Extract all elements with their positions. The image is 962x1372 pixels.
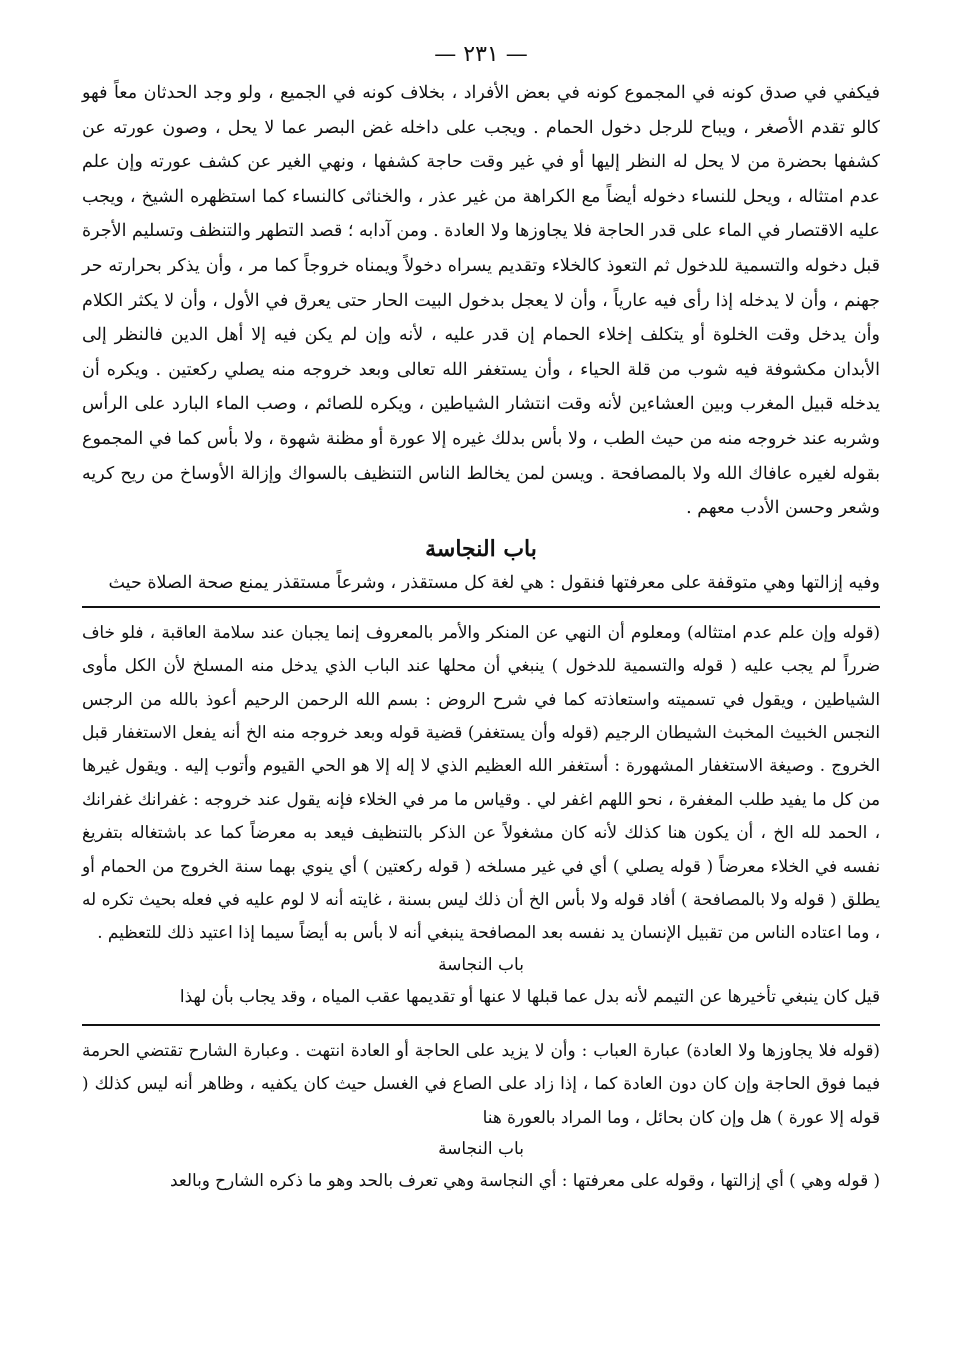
page-number: — ٢٣١ — <box>434 42 528 67</box>
footnote-divider-2 <box>82 1024 880 1026</box>
footnote-paragraph: (قوله وإن علم عدم امتثاله) ومعلوم أن النهي عن المنكر والأمر بالمعروف إنما يجبان عند سلامة العاقبة ، فلو خاف ضرراً لم يجب عليه ( قوله والتسمية للدخول ) ينبغي أن محلها عند الباب الذي يدخل منه المسلخ لأن الكل مأوى الشياطين ، ويقول في تسميته واستعاذته كما في شرح الروض : بسم الله الرحمن الرحيم أعوذ بالله من الرجس النجس الخبيث المخبث الشيطان الرجيم (قوله وأن يستغفر) قضية قوله وبعد خروجه منه الخ أنه يفعل الاستغفار قبل الخروج . وصيغة الاستغفار المشهورة : أستغفر الله العظيم الذي لا إله إلا هو الحي القيوم وأتوب إليه . ويقول غيرها من كل ما يفيد طلب المغفرة ، نحو اللهم اغفر لي . وقياس ما مر في الخلاء فإنه يقول عند خروجه : غفرانك غفرانك ، الحمد لله الخ ، أن يكون هنا كذلك لأنه كان مشغولاً عن الذكر بالتنظيف فيعد به معرضاً كما عد باشتغاله بتفريغ نفسه في الخلاء معرضاً ( قوله يصلي ) أي في غير مسلخه ( قوله ركعتين ) أي ينوي بهما سنة الخروج من الحمام أو يطلق ( قوله ولا بالمصافحة ) أفاد قوله ولا بأس الخ أن ذلك ليس بسنة ، غايته أنه لا لوم عليه في فعله بحيث تكره له ، وما اعتاده الناس من تقبيل الإنسان يد نفسه بعد المصافحة ينبغي أنه لا بأس به أيضاً سيما إذا اعتيد ذلك للتعظيم . <box>82 621 880 943</box>
footnote-divider <box>82 606 880 608</box>
main-text <box>82 76 880 526</box>
footnote-chapter-title-2: باب النجاسة <box>438 1139 524 1159</box>
chapter-title: باب النجاسة <box>425 535 537 562</box>
footnote-chapter-title: باب النجاسة <box>438 954 524 975</box>
footnote-chapter-intro: قيل كان ينبغي تأخيرها عن التيمم لأنه بدل عما قبلها لا عنها أو تقديمها عقب المياه ، وقد يجاب بأن لهذا <box>179 985 880 1006</box>
footnote-paragraph: ( قوله وهي ) أي إزالتها ، وقوله على معرفتها : أي النجاسة وهي تعرف بالحد وهو ما ذكره الشارح وبالعد <box>169 1170 880 1190</box>
chapter-intro: وفيه إزالتها وهي متوقفة على معرفتها فنقول : هي لغة كل مستقذر ، وشرعاً مستقذر يمنع صحة الصلاة حيث <box>108 572 880 593</box>
footnotes-section-3 <box>82 1164 880 1197</box>
footnote-paragraph: (قوله فلا يجاوزها ولا العادة) عبارة العباب : وأن لا يزيد على الحاجة أو العادة انتهت . وعبارة الشارح تقتضي الحرمة فيما فوق الحاجة وإن كان دون العادة كما ، إذا زاد على الصاع في الغسل حيث كان يكفيه ، وظاهر أنه ليس كذلك ( قوله إلا عورة ) هل وإن كان بحائل ، وما المراد بالعورة هنا <box>82 1039 880 1127</box>
main-paragraph: فيكفي في صدق كونه في المجموع كونه في بعض الأفراد ، بخلاف كونه في الجميع ، ولو وجد الحدثان معاً فهو كالو تقدم الأصغر ، ويباح للرجل دخول الحمام . ويجب على داخله غض البصر عما لا يحل ، وصون عورته عن كشفها بحضرة من لا يحل له النظر إليها أو في غير وقت حاجة كشفها ، ونهي الغير عن كشف عورته وإن علم عدم امتثاله ، ويحل للنساء دخوله أيضاً مع الكراهة من غير عذر ، والخناثى كالنساء كما استظهره الشيخ ، ويجب عليه الاقتصار في الماء على قدر الحاجة فلا يجاوزها ولا العادة . ومن آدابه ؛ قصد التطهر والتنظف وتسليم الأجرة قبل دخوله والتسمية للدخول ثم التعوذ كالخلاء وتقديم يسراه دخولاً ويمناه خروجاً كما مر ، وأن يذكر بحرارته حر جهنم ، وأن لا يدخله إذا رأى فيه عارياً ، وأن لا يعجل بدخول البيت الحار حتى يعرق في الأول ، وأن لا يكثر الكلام وأن يدخل وقت الخلوة أو يتكلف إخلاء الحمام إن قدر عليه ، لأنه وإن لم يكن فيه إلا أهل الدين فالنظر إلى الأبدان مكشوفة فيه شوب من قلة الحياء ، وأن يستغفر الله تعالى وبعد خروجه منه يصلي ركعتين . ويكره أن يدخله قبيل المغرب وبين العشاءين لأنه وقت انتشار الشياطين ، ويكره للصائم ، وصب الماء البارد على الرأس وشربه عند خروجه منه من حيث الطب ، ولا بأس بدلك غيره إلا عورة أو مظنة شهوة ، ولا بأس كما في المجموع بقوله لغيره عافاك الله ولا بالمصافحة . ويسن لمن يخالط الناس التنظيف بالسواك وإزالة الأوساخ من ريح كريه وشعر وحسن الأدب معهم . <box>82 83 881 519</box>
footnotes-section-2 <box>82 1034 880 1134</box>
footnotes-section-1 <box>82 616 880 950</box>
